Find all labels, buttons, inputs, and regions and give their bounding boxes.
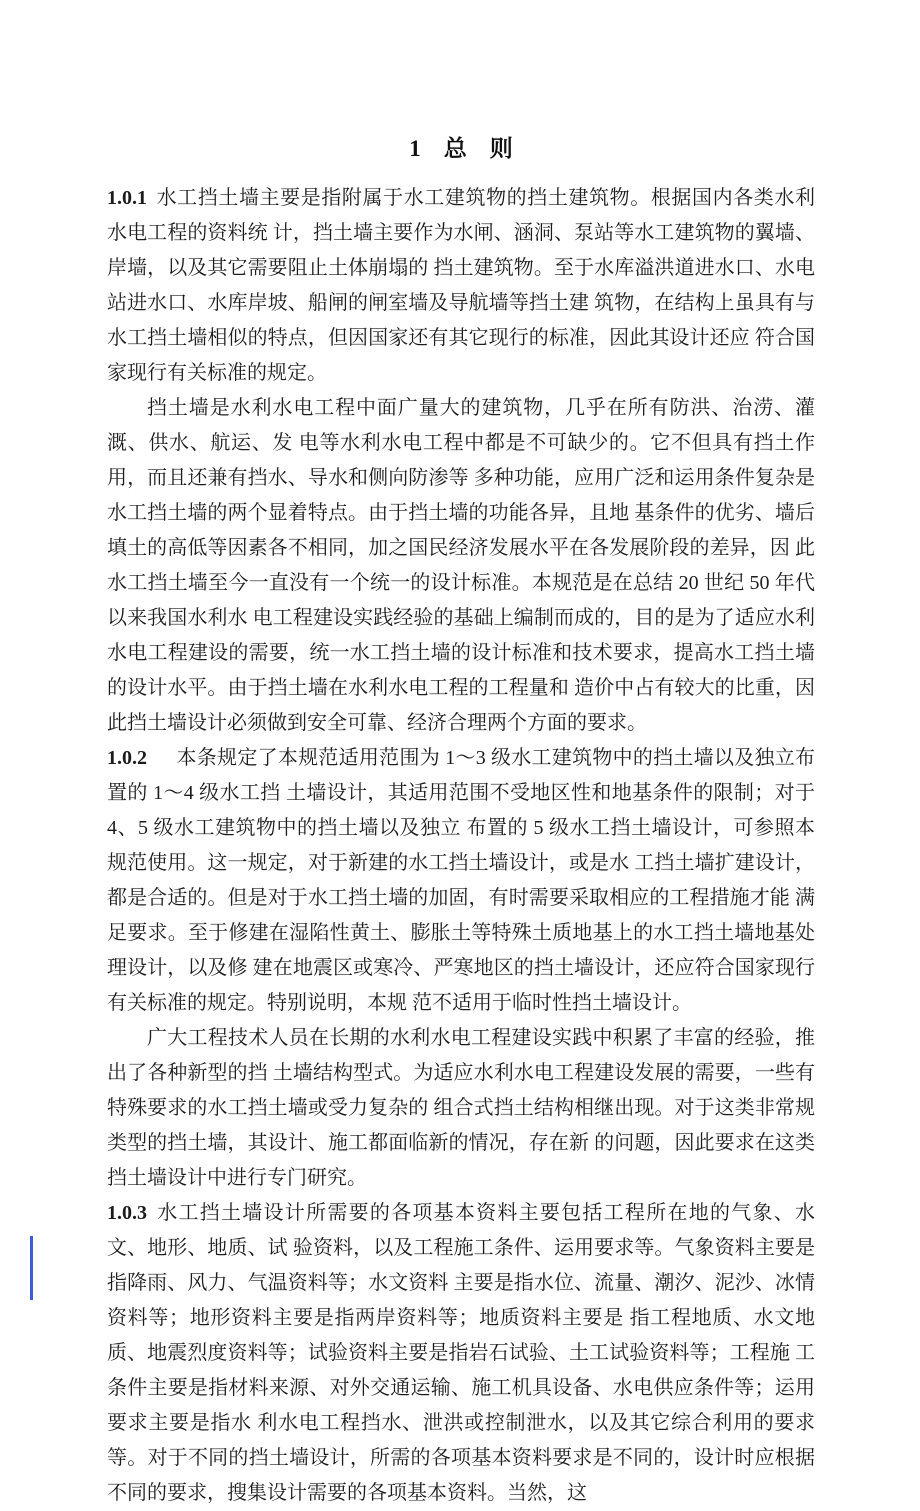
clause-text: 广大工程技术人员在长期的水利水电工程建设实践中积累了丰富的经验，推出了各种新型的挡 土墙结构型式。为适应水利水电工程建设发展的需要，一些有特殊要求的水工挡土墙或受力复杂的 组合式挡土结构相继出现。对于这类非常规类型的挡土墙，其设计、施工都面临新的情况，存在新 的问题，因此要求在这类挡土墙设计中进行专门研究。 xyxy=(107,1027,815,1189)
clause-paragraph-1.0.3 xyxy=(107,1196,815,1511)
page-body xyxy=(107,136,815,1511)
clause-text: 水工挡土墙设计所需要的各项基本资料主要包括工程所在地的气象、水文、地形、地质、试 验资料，以及工程施工条件、运用要求等。气象资料主要是指降雨、风力、气温资料等；水文资料 主要是指水位、流量、潮汐、泥沙、冰情资料等；地形资料主要是指两岸资料等；地质资料主要是 指工程地质、水文地质、地震烈度资料等；试验资料主要是指岩石试验、土工试验资料等；工程施 工条件主要是指材料来源、对外交通运输、施工机具设备、水电供应条件等；运用要求主要是指水 利水电工程挡水、泄洪或控制泄水，以及其它综合利用的要求等。对于不同的挡土墙设计，所需的各项基本资料要求是不同的，设计时应根据不同的要求，搜集设计需要的各项基本资料。当然，这 xyxy=(107,1202,815,1504)
clause-text: 水工挡土墙主要是指附属于水工建筑物的挡土建筑物。根据国内各类水利水电工程的资料统 计，挡土墙主要作为水闸、涵洞、泵站等水工建筑物的翼墙、岸墙，以及其它需要阻止土体崩塌的 挡土建筑物。至于水库溢洪道进水口、水电站进水口、水库岸坡、船闸的闸室墙及导航墙等挡土建 筑物，在结构上虽具有与水工挡土墙相似的特点，但因国家还有其它现行的标准，因此其设计还应 符合国家现行有关标准的规定。 xyxy=(107,187,815,384)
left-margin-marker xyxy=(30,1236,33,1300)
clause-paragraph-1.0.2 xyxy=(107,741,815,1021)
clause-number: 1.0.1 xyxy=(107,187,147,209)
commentary-paragraph xyxy=(107,391,815,741)
clause-number: 1.0.2 xyxy=(107,747,147,769)
clause-paragraph-1.0.1 xyxy=(107,181,815,391)
clause-number: 1.0.3 xyxy=(107,1202,147,1224)
clause-text: 挡土墙是水利水电工程中面广量大的建筑物，几乎在所有防洪、治涝、灌溉、供水、航运、发 电等水利水电工程中都是不可缺少的。它不但具有挡土作用，而且还兼有挡水、导水和侧向防渗等 多种功能，应用广泛和运用条件复杂是水工挡土墙的两个显着特点。由于挡土墙的功能各异，且地 基条件的优劣、墙后填土的高低等因素各不相同，加之国民经济发展水平在各发展阶段的差异，因 此水工挡土墙至今一直没有一个统一的设计标准。本规范是在总结 20 世纪 50 年代以来我国水利水 电工程建设实践经验的基础上编制而成的，目的是为了适应水利水电工程建设的需要，统一水工挡土墙的设计标准和技术要求，提高水工挡土墙的设计水平。由于挡土墙在水利水电工程的工程量和 造价中占有较大的比重，因此挡土墙设计必须做到安全可靠、经济合理两个方面的要求。 xyxy=(107,397,815,734)
clause-text: 本条规定了本规范适用范围为 1～3 级水工建筑物中的挡土墙以及独立布置的 1～4 级水工挡 土墙设计，其适用范围不受地区性和地基条件的限制；对于 4、5 级水工建筑物中的挡土墙以及独立 布置的 5 级水工挡土墙设计，可参照本规范使用。这一规定，对于新建的水工挡土墙设计，或是水 工挡土墙扩建设计，都是合适的。但是对于水工挡土墙的加固，有时需要采取相应的工程措施才能 满足要求。至于修建在湿陷性黄土、膨胀土等特殊土质地基上的水工挡土墙地基处理设计，以及修 建在地震区或寒冷、严寒地区的挡土墙设计，还应符合国家现行有关标准的规定。特别说明，本规 范不适用于临时性挡土墙设计。 xyxy=(107,747,815,1014)
commentary-paragraph xyxy=(107,1021,815,1196)
section-title: 1 总 则 xyxy=(409,136,513,161)
